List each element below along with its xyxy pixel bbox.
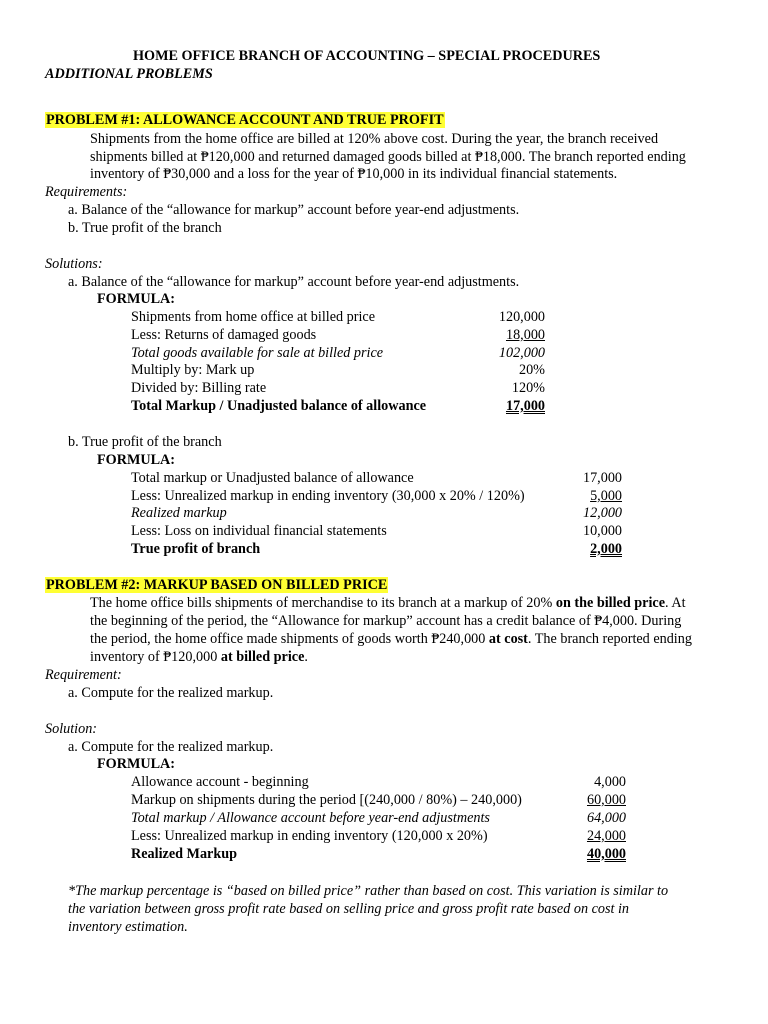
problem2-solution-label: Solution: <box>45 721 98 737</box>
document-subtitle: ADDITIONAL PROBLEMS <box>45 66 213 82</box>
formula-row-label: Realized markup <box>131 505 227 521</box>
formula-row-value: 5,000 <box>590 488 622 504</box>
problem1-desc-line3: inventory of ₱30,000 and a loss for the year of ₱10,000 in its individual financial statements. <box>90 166 618 182</box>
formula-row-label: Markup on shipments during the period [(240,000 / 80%) – 240,000) <box>131 792 522 808</box>
problem2-solution-a: a. Compute for the realized markup. <box>68 739 274 755</box>
problem2-requirement-a: a. Compute for the realized markup. <box>68 685 274 701</box>
formula-row-value: 4,000 <box>594 774 626 790</box>
formula-row-value: 10,000 <box>582 523 622 539</box>
text-run-bold: at cost <box>488 631 528 647</box>
problem2-heading-text: PROBLEM #2: MARKUP BASED ON BILLED PRICE <box>46 577 388 593</box>
text-run: the period, the home office made shipments of goods worth ₱240,000 <box>90 631 489 647</box>
formula-row-label: Less: Unrealized markup in ending inventory (120,000 x 20%) <box>131 828 488 844</box>
text-run-bold: at billed price <box>220 649 305 665</box>
footnote-line3: inventory estimation. <box>68 919 188 935</box>
formula-total-value: 2,000 <box>590 541 622 557</box>
problem2-desc-line4 <box>90 649 308 666</box>
document-title: HOME OFFICE BRANCH OF ACCOUNTING – SPECIAL PROCEDURES <box>133 48 601 64</box>
formula-row-label: Allowance account - beginning <box>131 774 309 790</box>
formula-row-label: Multiply by: Mark up <box>131 362 255 378</box>
formula-row-value: 18,000 <box>505 327 545 343</box>
problem1-desc-line1: Shipments from the home office are billed at 120% above cost. During the year, the branch received <box>90 131 659 147</box>
formula-row-value: 120% <box>511 380 545 396</box>
formula-row-label: Less: Returns of damaged goods <box>131 327 317 343</box>
problem2-desc-line2: the beginning of the period, the “Allowance for markup” account has a credit balance of ₱4,000. During <box>90 613 682 629</box>
problem2-desc-line3 <box>90 631 692 648</box>
problem1-requirements-label: Requirements: <box>45 184 128 200</box>
formula-row-value: 20% <box>518 362 545 378</box>
formula-row-value: 64,000 <box>586 810 626 826</box>
formula-label: FORMULA: <box>97 291 176 307</box>
formula-row-label: Total markup or Unadjusted balance of allowance <box>131 470 414 486</box>
problem1-requirement-a: a. Balance of the “allowance for markup” account before year-end adjustments. <box>68 202 520 218</box>
footnote-line1: *The markup percentage is “based on billed price” rather than based on cost. This variation is similar to <box>68 883 669 899</box>
formula-row-value: 120,000 <box>498 309 545 325</box>
formula-row-value: 12,000 <box>582 505 622 521</box>
formula-total-label: Realized Markup <box>131 846 238 862</box>
formula-row-label: Total goods available for sale at billed price <box>131 345 384 361</box>
formula-row-label: Total markup / Allowance account before year-end adjustments <box>131 810 490 826</box>
problem2-requirement-label: Requirement: <box>45 667 122 683</box>
formula-label: FORMULA: <box>97 756 176 772</box>
text-run: . At <box>665 595 686 611</box>
text-run: The home office bills shipments of merchandise to its branch at a markup of 20% <box>90 595 556 611</box>
problem1-desc-line2: shipments billed at ₱120,000 and returned damaged goods billed at ₱18,000. The branch reported ending <box>90 149 686 165</box>
problem1-heading-text: PROBLEM #1: ALLOWANCE ACCOUNT AND TRUE PROFIT <box>46 112 444 128</box>
formula-total-value: 17,000 <box>505 398 545 414</box>
formula-row-value: 17,000 <box>582 470 622 486</box>
formula-row-label: Less: Unrealized markup in ending inventory (30,000 x 20% / 120%) <box>131 488 525 504</box>
formula-total-label: Total Markup / Unadjusted balance of allowance <box>131 398 427 414</box>
text-run: . <box>304 649 308 665</box>
formula-label: FORMULA: <box>97 452 176 468</box>
formula-row-label: Shipments from home office at billed price <box>131 309 376 325</box>
text-run: inventory of ₱120,000 <box>90 649 221 665</box>
formula-row-value: 102,000 <box>498 345 545 361</box>
problem1-solutions-label: Solutions: <box>45 256 103 272</box>
problem1-solution-b: b. True profit of the branch <box>68 434 222 450</box>
problem2-heading <box>45 577 388 594</box>
problem2-desc-line1 <box>90 595 686 612</box>
formula-row-label: Divided by: Billing rate <box>131 380 267 396</box>
text-run-bold: on the billed price <box>555 595 666 611</box>
formula-row-label: Less: Loss on individual financial statements <box>131 523 387 539</box>
problem1-heading <box>45 112 445 129</box>
formula-total-value: 40,000 <box>586 846 626 862</box>
footnote-line2: the variation between gross profit rate based on selling price and gross profit rate based on cost in <box>68 901 630 917</box>
formula-row-value: 24,000 <box>586 828 626 844</box>
problem1-requirement-b: b. True profit of the branch <box>68 220 222 236</box>
text-run: . The branch reported ending <box>527 631 692 647</box>
formula-row-value: 60,000 <box>586 792 626 808</box>
formula-total-label: True profit of branch <box>131 541 261 557</box>
problem1-solution-a: a. Balance of the “allowance for markup” account before year-end adjustments. <box>68 274 520 290</box>
